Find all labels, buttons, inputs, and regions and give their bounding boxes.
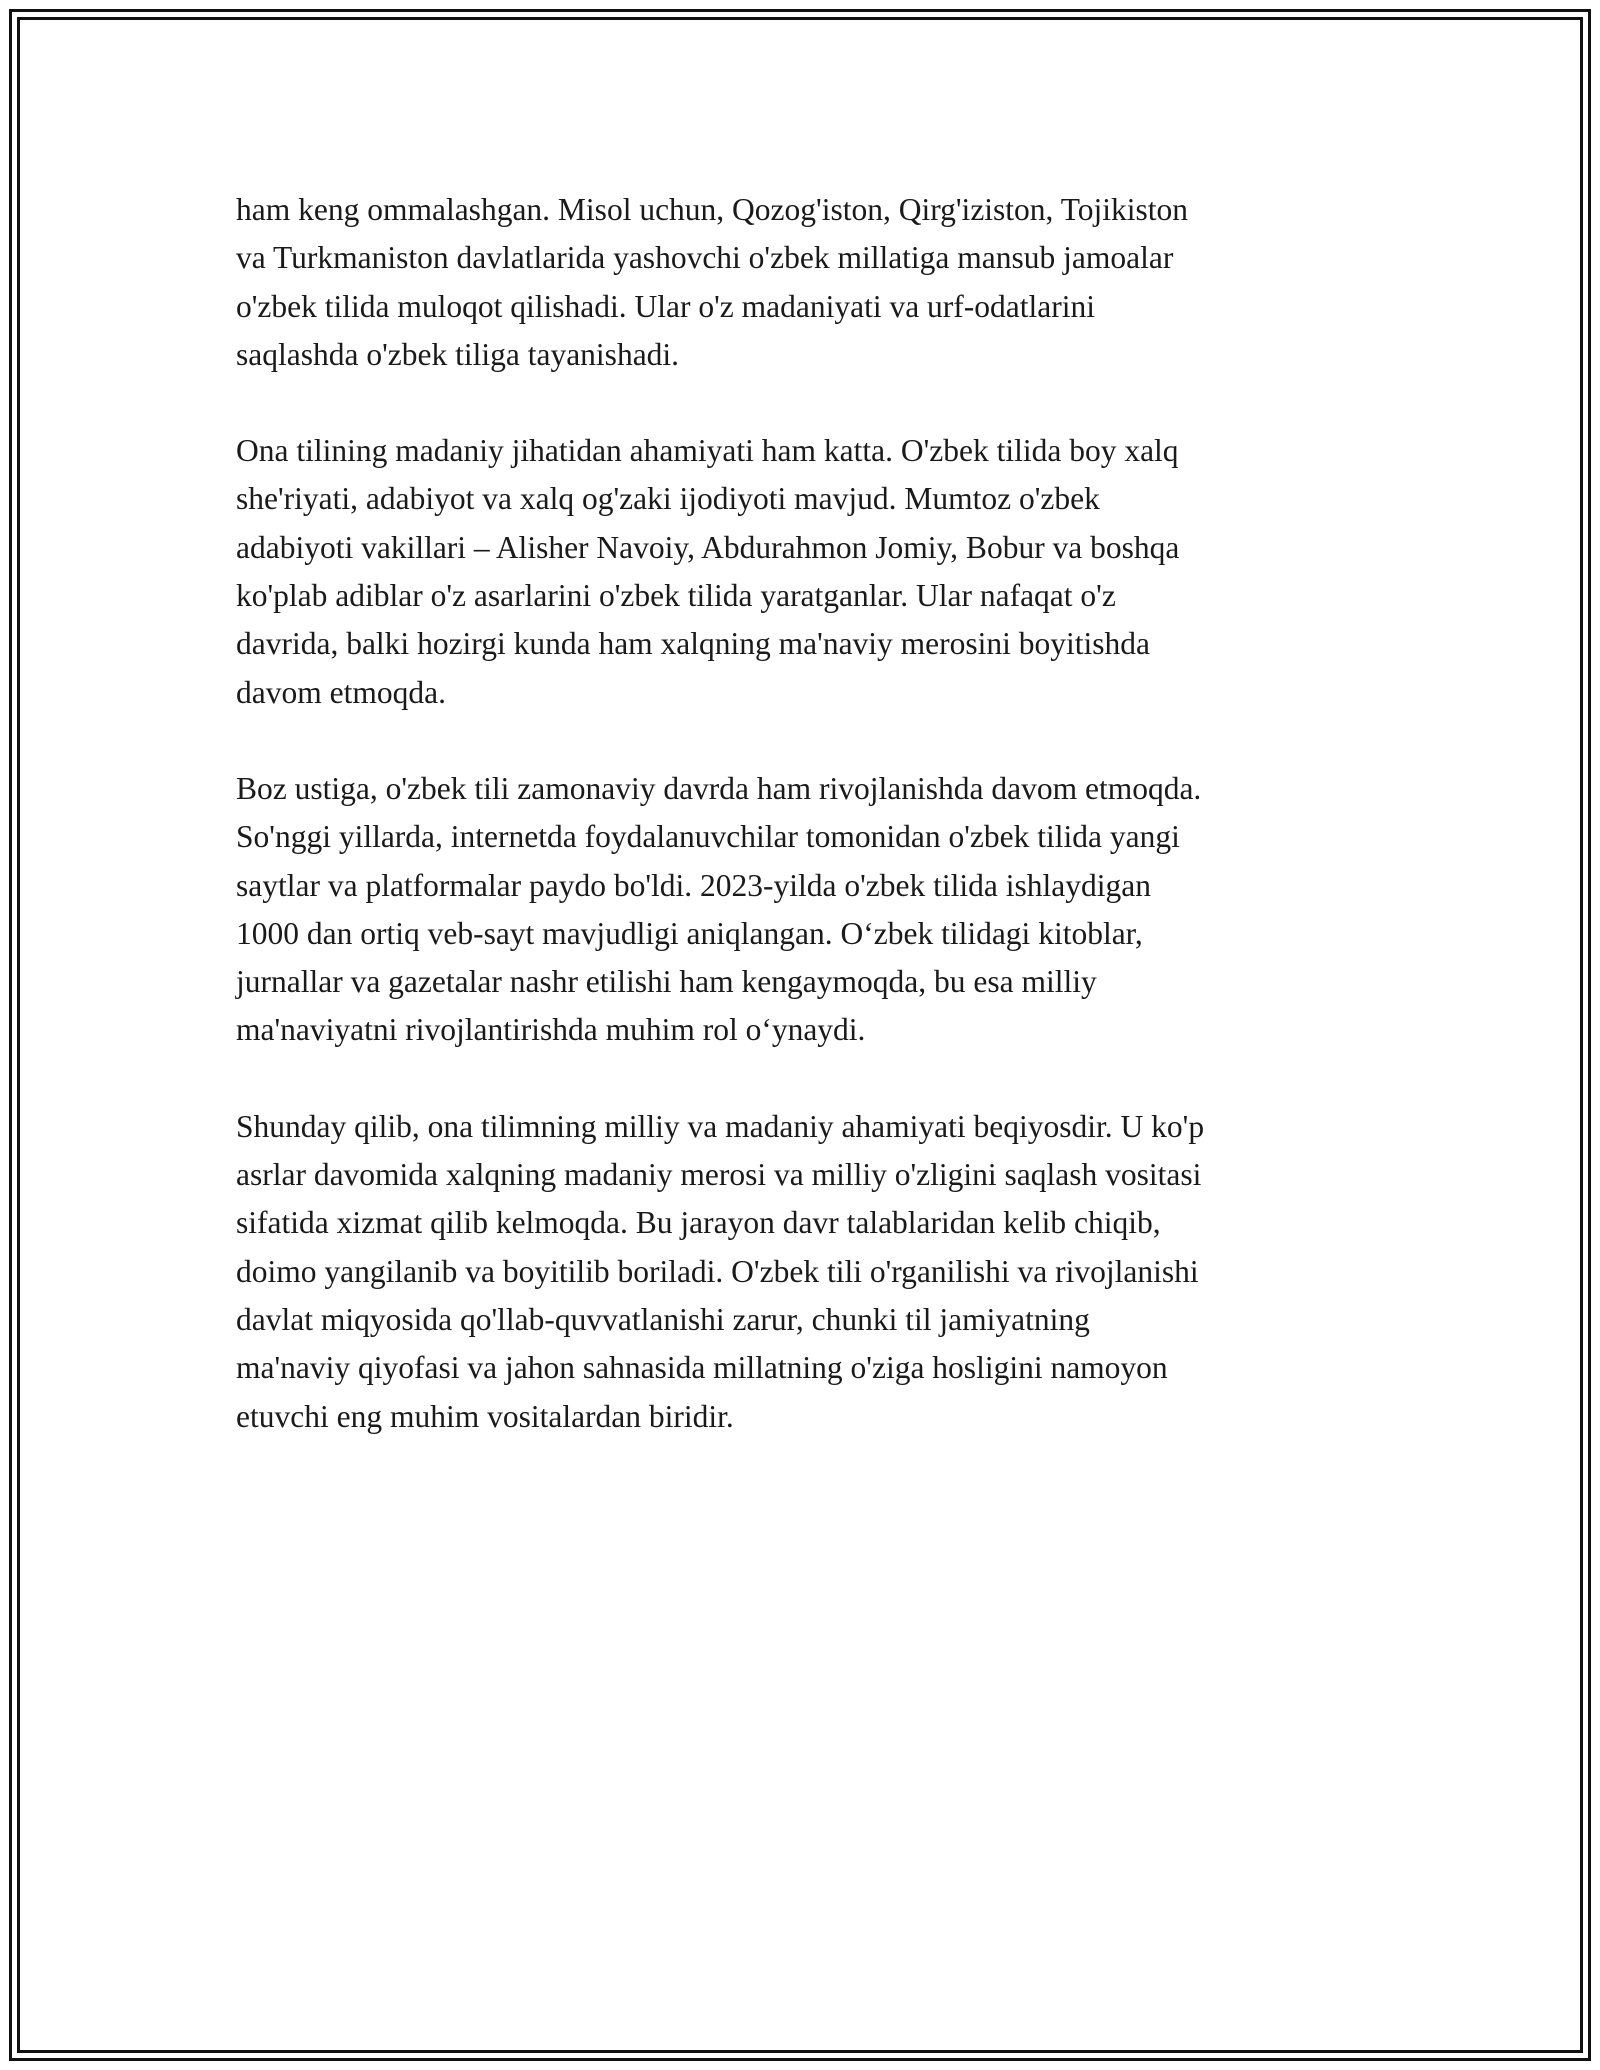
text-line: adabiyoti vakillari – Alisher Navoiy, Abdurahmon Jomiy, Bobur va boshqa [236,529,1180,565]
text-line: ma'naviy qiyofasi va jahon sahnasida millatning o'ziga hosligini namoyon [236,1350,1168,1386]
text-line: Shunday qilib, ona tilimning milliy va madaniy ahamiyati beqiyosdir. U ko'p [236,1108,1205,1144]
text-line: davlat miqyosida qo'llab-quvvatlanishi zarur, chunki til jamiyatning [236,1301,1090,1337]
paragraph-3 [236,765,1386,1055]
text-line: ko'plab adiblar o'z asarlarini o'zbek tilida yaratganlar. Ular nafaqat o'z [236,578,1116,614]
text-line: Ona tilining madaniy jihatidan ahamiyati ham katta. O'zbek tilida boy xalq [236,433,1179,469]
text-line: jurnallar va gazetalar nashr etilishi ham kengaymoqda, bu esa milliy [236,964,1097,1000]
text-line: ma'naviyatni rivojlantirishda muhim rol o‘ynaydi. [236,1012,866,1048]
paragraph-1 [236,186,1386,379]
text-line: So'nggi yillarda, internetda foydalanuvchilar tomonidan o'zbek tilida yangi [236,819,1180,855]
text-line: asrlar davomida xalqning madaniy merosi va milliy o'zligini saqlash vositasi [236,1157,1202,1193]
text-line: saqlashda o'zbek tiliga tayanishadi. [236,336,680,372]
text-line: va Turkmaniston davlatlarida yashovchi o'zbek millatiga mansub jamoalar [236,240,1174,276]
text-line: she'riyati, adabiyot va xalq og'zaki ijodiyoti mavjud. Mumtoz o'zbek [236,481,1100,517]
text-line: doimo yangilanib va boyitilib boriladi. O'zbek tili o'rganilishi va rivojlanishi [236,1253,1199,1289]
text-line: ham keng ommalashgan. Misol uchun, Qozog'iston, Qirg'iziston, Tojikiston [236,192,1189,227]
text-line: etuvchi eng muhim vositalardan biridir. [236,1398,734,1434]
paragraph-2 [236,427,1386,717]
text-line: o'zbek tilida muloqot qilishadi. Ular o'z madaniyati va urf-odatlarini [236,288,1095,324]
text-line: 1000 dan ortiq veb-sayt mavjudligi aniqlangan. O‘zbek tilidagi kitoblar, [236,915,1143,951]
paragraph-4 [236,1103,1386,1441]
text-line: davom etmoqda. [236,674,446,710]
document-body [236,186,1386,1489]
text-line: Boz ustiga, o'zbek tili zamonaviy davrda ham rivojlanishda davom etmoqda. [236,770,1202,806]
text-line: saytlar va platformalar paydo bo'ldi. 2023-yilda o'zbek tilida ishlaydigan [236,867,1151,903]
text-line: davrida, balki hozirgi kunda ham xalqning ma'naviy merosini boyitishda [236,626,1151,662]
text-line: sifatida xizmat qilib kelmoqda. Bu jarayon davr talablaridan kelib chiqib, [236,1205,1161,1241]
